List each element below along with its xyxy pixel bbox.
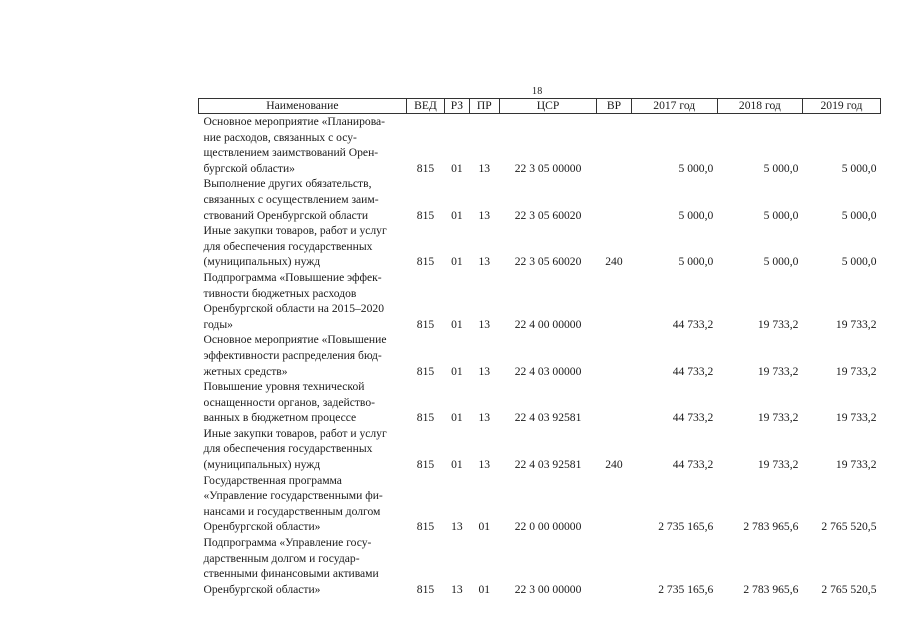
name-line: эффективности распределения бюд-: [203, 348, 382, 362]
cell-pr: 13: [478, 317, 491, 331]
cell-vr: [597, 379, 631, 426]
cell-vr: [597, 332, 631, 379]
name-line: Оренбургской области на 2015–2020: [203, 302, 384, 316]
name-line: ществлением заимствований Орен-: [203, 146, 379, 160]
cell-2019: 19 733,2: [835, 411, 877, 425]
cell-2019: 2 765 520,5: [821, 520, 877, 534]
cell-pr: 01: [478, 520, 491, 534]
cell-2017: 2 735 165,6: [658, 582, 714, 596]
name-line: Иные закупки товаров, работ и услуг: [203, 224, 387, 238]
cell-2017: 2 735 165,6: [658, 520, 714, 534]
cell-rz: 13: [451, 520, 463, 534]
name-line: (муниципальных) нужд: [203, 458, 321, 472]
table-row: [199, 426, 881, 473]
header-csr: ЦСР: [499, 99, 596, 114]
header-ved: ВЕД: [406, 99, 445, 114]
cell-2017: 44 733,2: [672, 411, 714, 425]
table-row: [199, 332, 881, 379]
name-line: ственными финансовыми активами: [203, 567, 379, 581]
name-line: для обеспечения государственных: [203, 239, 373, 253]
cell-ved: 815: [416, 255, 435, 269]
name-line: Основное мероприятие «Планирова-: [203, 115, 386, 128]
cell-vr: 240: [605, 458, 623, 472]
name-line: Иные закупки товаров, работ и услуг: [203, 426, 387, 440]
page-number: 18: [532, 86, 543, 97]
header-2017: 2017 год: [631, 99, 717, 114]
name-line: связанных с осуществлением заим-: [203, 192, 379, 206]
name-line: «Управление государственными фи-: [203, 489, 383, 503]
cell-csr: 22 3 00 00000: [514, 582, 582, 596]
cell-csr: 22 4 00 00000: [514, 317, 582, 331]
cell-name: [199, 379, 407, 426]
cell-csr: 22 0 00 00000: [514, 520, 582, 534]
header-pr: ПР: [469, 99, 499, 114]
cell-ved: 815: [416, 520, 435, 534]
name-line: Повышение уровня технической: [203, 380, 365, 394]
cell-2019: 19 733,2: [835, 364, 877, 378]
cell-rz: 01: [451, 458, 463, 472]
name-line: Государственная программа: [203, 473, 342, 487]
cell-pr: 13: [478, 364, 491, 378]
cell-name: [199, 114, 407, 177]
cell-vr: [597, 535, 631, 597]
name-line: нансами и государственным долгом: [203, 504, 381, 518]
cell-2017: 44 733,2: [672, 458, 714, 472]
header-rz: РЗ: [445, 99, 469, 114]
cell-csr: 22 3 05 60020: [514, 255, 582, 269]
cell-2018: 19 733,2: [757, 411, 799, 425]
table-row: [199, 270, 881, 332]
budget-table: [198, 98, 881, 597]
table-row: [199, 379, 881, 426]
cell-name: [199, 270, 407, 332]
name-line: годы»: [203, 317, 233, 331]
cell-name: [199, 176, 407, 223]
cell-pr: 13: [478, 411, 491, 425]
name-line: Оренбургской области»: [203, 582, 321, 596]
cell-rz: 01: [451, 161, 463, 175]
header-2019: 2019 год: [802, 99, 880, 114]
cell-2019: 19 733,2: [835, 458, 877, 472]
table-row: [199, 473, 881, 535]
header-2018: 2018 год: [717, 99, 802, 114]
cell-rz: 01: [451, 411, 463, 425]
cell-2019: 19 733,2: [835, 317, 877, 331]
cell-name: [199, 473, 407, 535]
name-line: тивности бюджетных расходов: [203, 286, 357, 300]
table-row: [199, 535, 881, 597]
cell-csr: 22 3 05 00000: [514, 161, 582, 175]
cell-ved: 815: [416, 364, 435, 378]
cell-pr: 01: [478, 582, 491, 596]
cell-2018: 19 733,2: [757, 364, 799, 378]
table-row: [199, 223, 881, 270]
cell-name: [199, 223, 407, 270]
cell-csr: 22 4 03 00000: [514, 364, 582, 378]
name-line: Выполнение других обязательств,: [203, 177, 372, 191]
cell-rz: 13: [451, 582, 463, 596]
cell-csr: 22 4 03 92581: [514, 458, 582, 472]
cell-2017: 44 733,2: [672, 317, 714, 331]
cell-2017: 5 000,0: [678, 208, 714, 222]
name-line: ние расходов, связанных с осу-: [203, 130, 357, 144]
cell-ved: 815: [416, 458, 435, 472]
cell-2018: 19 733,2: [757, 317, 799, 331]
cell-pr: 13: [478, 161, 491, 175]
table-row: [199, 114, 881, 177]
cell-ved: 815: [416, 582, 435, 596]
cell-csr: 22 3 05 60020: [514, 208, 582, 222]
cell-2019: 5 000,0: [841, 161, 877, 175]
cell-2019: 5 000,0: [841, 208, 877, 222]
cell-csr: 22 4 03 92581: [514, 411, 582, 425]
name-line: для обеспечения государственных: [203, 442, 373, 456]
name-line: ванных в бюджетном процессе: [203, 411, 357, 425]
cell-ved: 815: [416, 161, 435, 175]
cell-pr: 13: [478, 458, 491, 472]
cell-vr: [597, 473, 631, 535]
cell-name: [199, 332, 407, 379]
cell-2017: 5 000,0: [678, 161, 714, 175]
cell-2018: 5 000,0: [763, 208, 799, 222]
header-vr: ВР: [597, 99, 631, 114]
table-body: [199, 114, 881, 598]
cell-2018: 5 000,0: [763, 255, 799, 269]
cell-2017: 5 000,0: [678, 255, 714, 269]
cell-vr: [597, 114, 631, 177]
name-line: Подпрограмма «Управление госу-: [203, 536, 372, 550]
cell-name: [199, 535, 407, 597]
name-line: дарственным долгом и государ-: [203, 551, 360, 565]
cell-2018: 5 000,0: [763, 161, 799, 175]
cell-vr: [597, 270, 631, 332]
table-header-row: [199, 99, 881, 114]
name-line: бургской области»: [203, 161, 295, 175]
cell-vr: [597, 176, 631, 223]
name-line: (муниципальных) нужд: [203, 255, 321, 269]
cell-rz: 01: [451, 364, 463, 378]
name-line: Подпрограмма «Повышение эффек-: [203, 270, 382, 284]
header-name: Наименование: [199, 99, 407, 114]
name-line: Оренбургской области»: [203, 520, 321, 534]
name-line: Основное мероприятие «Повышение: [203, 333, 387, 347]
cell-pr: 13: [478, 208, 491, 222]
cell-2018: 2 783 965,6: [743, 520, 799, 534]
name-line: жетных средств»: [203, 364, 288, 378]
cell-2019: 5 000,0: [841, 255, 877, 269]
cell-2018: 2 783 965,6: [743, 582, 799, 596]
cell-pr: 13: [478, 255, 491, 269]
cell-ved: 815: [416, 208, 435, 222]
cell-2019: 2 765 520,5: [821, 582, 877, 596]
cell-ved: 815: [416, 411, 435, 425]
cell-vr: 240: [605, 255, 623, 269]
cell-name: [199, 426, 407, 473]
cell-2018: 19 733,2: [757, 458, 799, 472]
name-line: оснащенности органов, задейство-: [203, 395, 375, 409]
cell-ved: 815: [416, 317, 435, 331]
cell-rz: 01: [451, 208, 463, 222]
table-row: [199, 176, 881, 223]
cell-2017: 44 733,2: [672, 364, 714, 378]
name-line: ствований Оренбургской области: [203, 208, 369, 222]
cell-rz: 01: [451, 317, 463, 331]
cell-rz: 01: [451, 255, 463, 269]
